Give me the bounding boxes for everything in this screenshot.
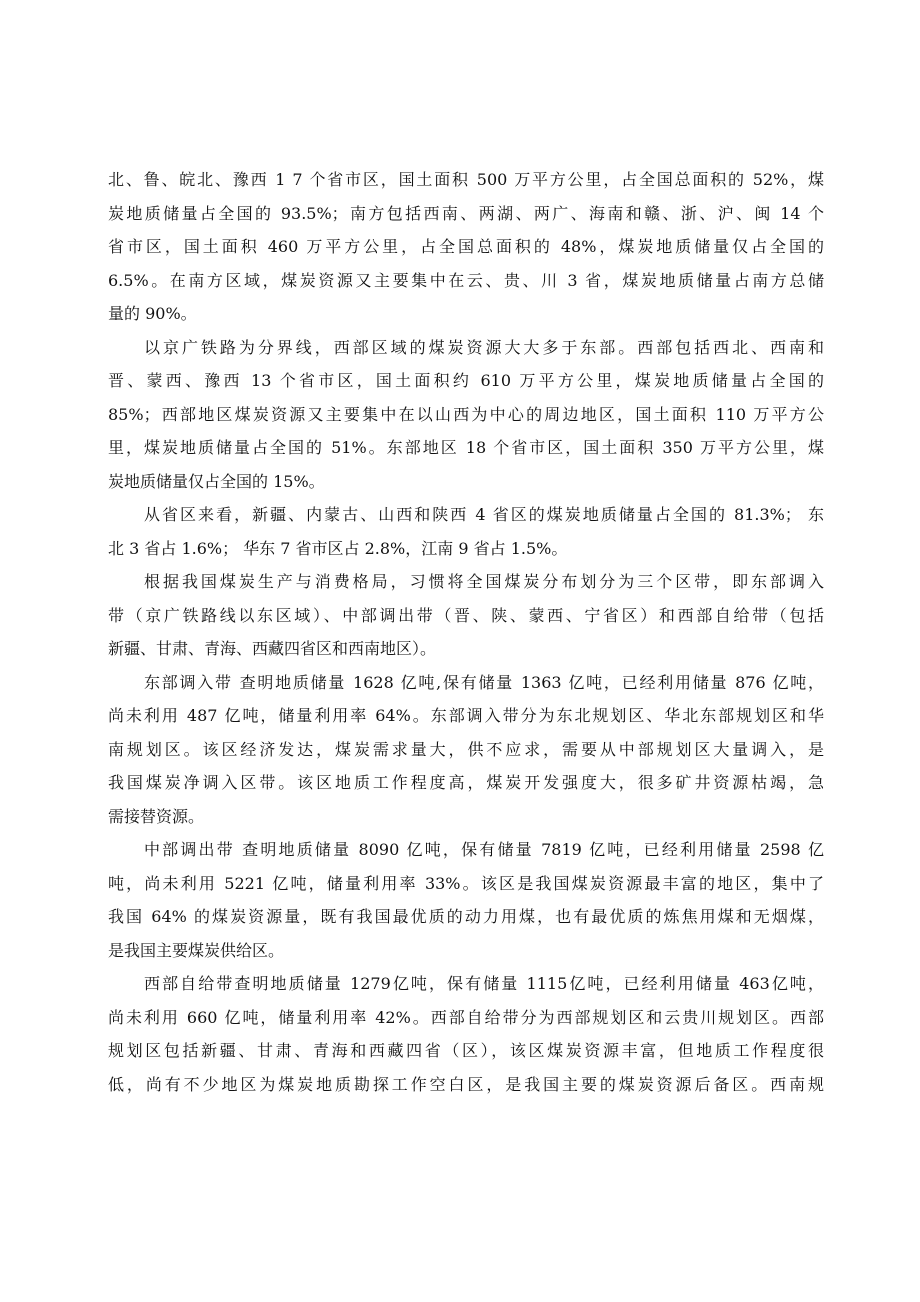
text-line: 根据我国煤炭生产与消费格局，习惯将全国煤炭分布划分为三个区带，即东部调入: [144, 572, 824, 591]
paragraph: [108, 498, 824, 565]
text-line: 我国煤炭净调入区带。该区地质工作程度高，煤炭开发强度大，很多矿井资源枯竭，急: [108, 773, 824, 792]
text-line: 需接替资源。: [108, 806, 205, 826]
paragraph: [108, 565, 824, 666]
text-line: 从省区来看，新疆、内蒙古、山西和陕西 4 省区的煤炭地质储量占全国的 81.3%； 东: [144, 505, 824, 524]
paragraph: [108, 666, 824, 834]
text-line: 省市区，国土面积 460 万平方公里，占全国总面积的 48%，煤炭地质储量仅占全国的: [108, 237, 824, 256]
text-line: 东部调入带 查明地质储量 1628 亿吨,保有储量 1363 亿吨，已经利用储量 876 亿吨，: [144, 672, 824, 692]
paragraph: [108, 833, 824, 967]
text-line: 吨，尚未利用 5221 亿吨，储量利用率 33%。该区是我国煤炭资源最丰富的地区，集中了: [108, 873, 824, 893]
text-line: 晋、蒙西、豫西 13 个省市区，国土面积约 610 万平方公里，煤炭地质储量占全国的: [108, 371, 824, 390]
text-line: 是我国主要煤炭供给区。: [108, 940, 285, 960]
text-line: 我国 64% 的煤炭资源量，既有我国最优质的动力用煤，也有最优质的炼焦用煤和无烟煤，: [108, 907, 824, 926]
text-line: 新疆、甘肃、青海、西藏四省区和西南地区）。: [108, 639, 437, 658]
text-line: 6.5%。在南方区域，煤炭资源又主要集中在云、贵、川 3 省，煤炭地质储量占南方总储: [108, 270, 824, 290]
text-line: 炭地质储量占全国的 93.5%；南方包括西南、两湖、两广、海南和赣、浙、沪、闽 14 个: [108, 203, 824, 223]
text-line: 低，尚有不少地区为煤炭地质勘探工作空白区，是我国主要的煤炭资源后备区。西南规: [108, 1074, 824, 1094]
text-line: 里，煤炭地质储量占全国的 51%。东部地区 18 个省市区，国土面积 350 万平方公里，煤: [108, 438, 824, 457]
text-line: 西部自给带查明地质储量 1279亿吨，保有储量 1115亿吨，已经利用储量 463亿吨，: [144, 974, 824, 993]
text-line: 中部调出带 查明地质储量 8090 亿吨，保有储量 7819 亿吨，已经利用储量 2598 亿: [144, 840, 824, 859]
paragraph: [108, 967, 824, 1101]
text-line: 量的 90%。: [108, 304, 197, 323]
text-line: 带（京广铁路线以东区域）、中部调出带（晋、陕、蒙西、宁省区）和西部自给带（包括: [108, 605, 824, 625]
text-line: 以京广铁路为分界线，西部区域的煤炭资源大大多于东部。西部包括西北、西南和: [144, 337, 824, 357]
paragraph: [108, 331, 824, 499]
paragraph: [108, 163, 824, 331]
body-text: [108, 163, 824, 1101]
text-line: 炭地质储量仅占全国的 15%。: [108, 471, 325, 491]
text-line: 北、鲁、皖北、豫西 1 7 个省市区，国土面积 500 万平方公里，占全国总面积的 52%，煤: [108, 170, 824, 189]
text-line: 南规划区。该区经济发达，煤炭需求量大，供不应求，需要从中部规划区大量调入，是: [108, 739, 824, 759]
text-line: 北 3 省占 1.6%； 华东 7 省市区占 2.8%，江南 9 省占 1.5%。: [108, 538, 568, 558]
text-line: 85%；西部地区煤炭资源又主要集中在以山西为中心的周边地区，国土面积 110 万平方公: [108, 404, 824, 424]
text-line: 规划区包括新疆、甘肃、青海和西藏四省（区），该区煤炭资源丰富，但地质工作程度很: [108, 1041, 824, 1060]
text-line: 尚未利用 660 亿吨，储量利用率 42%。西部自给带分为西部规划区和云贵川规划区。西部: [108, 1007, 824, 1027]
text-line: 尚未利用 487 亿吨，储量利用率 64%。东部调入带分为东北规划区、华北东部规划区和华: [108, 706, 824, 725]
